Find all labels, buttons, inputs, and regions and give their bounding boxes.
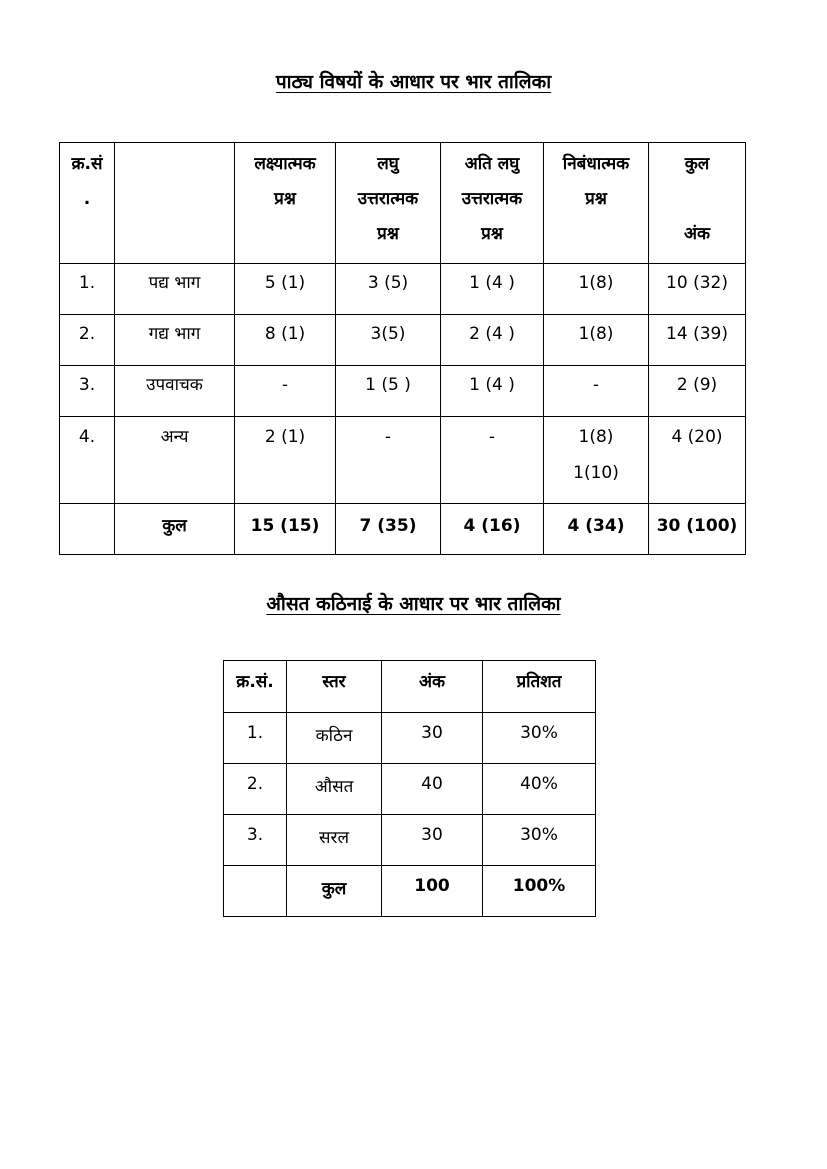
cell-essay	[544, 417, 649, 504]
cell-marks: 100	[382, 866, 483, 917]
cell-serial	[60, 504, 115, 555]
cell-very-short: 1 (4 )	[441, 264, 544, 315]
header-essay: निबंधात्मक प्रश्न	[544, 143, 649, 264]
cell-essay-line1: 1(8)	[578, 427, 614, 447]
cell-serial: 2.	[224, 764, 287, 815]
cell-essay-line2: 1(10)	[573, 463, 619, 483]
cell-serial: 4.	[60, 417, 115, 504]
cell-level: कुल	[287, 866, 382, 917]
cell-essay: -	[544, 366, 649, 417]
cell-total: 2 (9)	[649, 366, 746, 417]
cell-marks: 30	[382, 713, 483, 764]
cell-topic: पद्य भाग	[115, 264, 235, 315]
cell-objective: 8 (1)	[235, 315, 336, 366]
cell-objective: 5 (1)	[235, 264, 336, 315]
table-row	[60, 264, 746, 315]
cell-short: -	[336, 417, 441, 504]
cell-short: 1 (5 )	[336, 366, 441, 417]
header-serial: क्र.सं .	[60, 143, 115, 264]
header-total-marks: कुल अंक	[649, 143, 746, 264]
table-header-row	[224, 661, 596, 713]
header-level: स्तर	[287, 661, 382, 713]
table-header-row	[60, 143, 746, 264]
cell-marks: 30	[382, 815, 483, 866]
cell-serial: 1.	[224, 713, 287, 764]
cell-percent: 30%	[483, 713, 596, 764]
table-row	[60, 366, 746, 417]
cell-serial: 3.	[60, 366, 115, 417]
cell-topic: अन्य	[115, 417, 235, 504]
cell-total: 30 (100)	[649, 504, 746, 555]
total-row	[224, 866, 596, 917]
table-row	[224, 815, 596, 866]
table-row	[60, 417, 746, 504]
cell-percent: 100%	[483, 866, 596, 917]
cell-serial: 1.	[60, 264, 115, 315]
cell-essay: 1(8)	[544, 264, 649, 315]
table-row	[224, 713, 596, 764]
cell-level: औसत	[287, 764, 382, 815]
cell-objective: 15 (15)	[235, 504, 336, 555]
cell-serial	[224, 866, 287, 917]
cell-essay: 1(8)	[544, 315, 649, 366]
total-row	[60, 504, 746, 555]
header-percent: प्रतिशत	[483, 661, 596, 713]
header-topic	[115, 143, 235, 264]
header-marks: अंक	[382, 661, 483, 713]
difficulty-weightage-table	[223, 660, 596, 917]
cell-objective: 2 (1)	[235, 417, 336, 504]
cell-topic: कुल	[115, 504, 235, 555]
difficulty-weightage-heading: औसत कठिनाई के आधार पर भार तालिका	[266, 593, 561, 615]
cell-serial: 3.	[224, 815, 287, 866]
cell-serial: 2.	[60, 315, 115, 366]
cell-topic: गद्य भाग	[115, 315, 235, 366]
subject-weightage-heading: पाठ्य विषयों के आधार पर भार तालिका	[275, 71, 552, 93]
cell-short: 7 (35)	[336, 504, 441, 555]
cell-very-short: 2 (4 )	[441, 315, 544, 366]
cell-percent: 40%	[483, 764, 596, 815]
cell-level: सरल	[287, 815, 382, 866]
cell-very-short: 1 (4 )	[441, 366, 544, 417]
cell-short: 3 (5)	[336, 264, 441, 315]
cell-total: 14 (39)	[649, 315, 746, 366]
cell-percent: 30%	[483, 815, 596, 866]
cell-very-short: 4 (16)	[441, 504, 544, 555]
header-serial: क्र.सं.	[224, 661, 287, 713]
cell-objective: -	[235, 366, 336, 417]
cell-very-short: -	[441, 417, 544, 504]
table-row	[224, 764, 596, 815]
header-very-short-answer: अति लघु उत्तरात्मक प्रश्न	[441, 143, 544, 264]
header-objective: लक्ष्यात्मक प्रश्न	[235, 143, 336, 264]
cell-short: 3(5)	[336, 315, 441, 366]
table-row	[60, 315, 746, 366]
cell-level: कठिन	[287, 713, 382, 764]
cell-essay: 4 (34)	[544, 504, 649, 555]
subject-weightage-table	[59, 142, 746, 555]
cell-marks: 40	[382, 764, 483, 815]
cell-total: 4 (20)	[649, 417, 746, 504]
cell-total: 10 (32)	[649, 264, 746, 315]
header-short-answer: लघु उत्तरात्मक प्रश्न	[336, 143, 441, 264]
cell-topic: उपवाचक	[115, 366, 235, 417]
